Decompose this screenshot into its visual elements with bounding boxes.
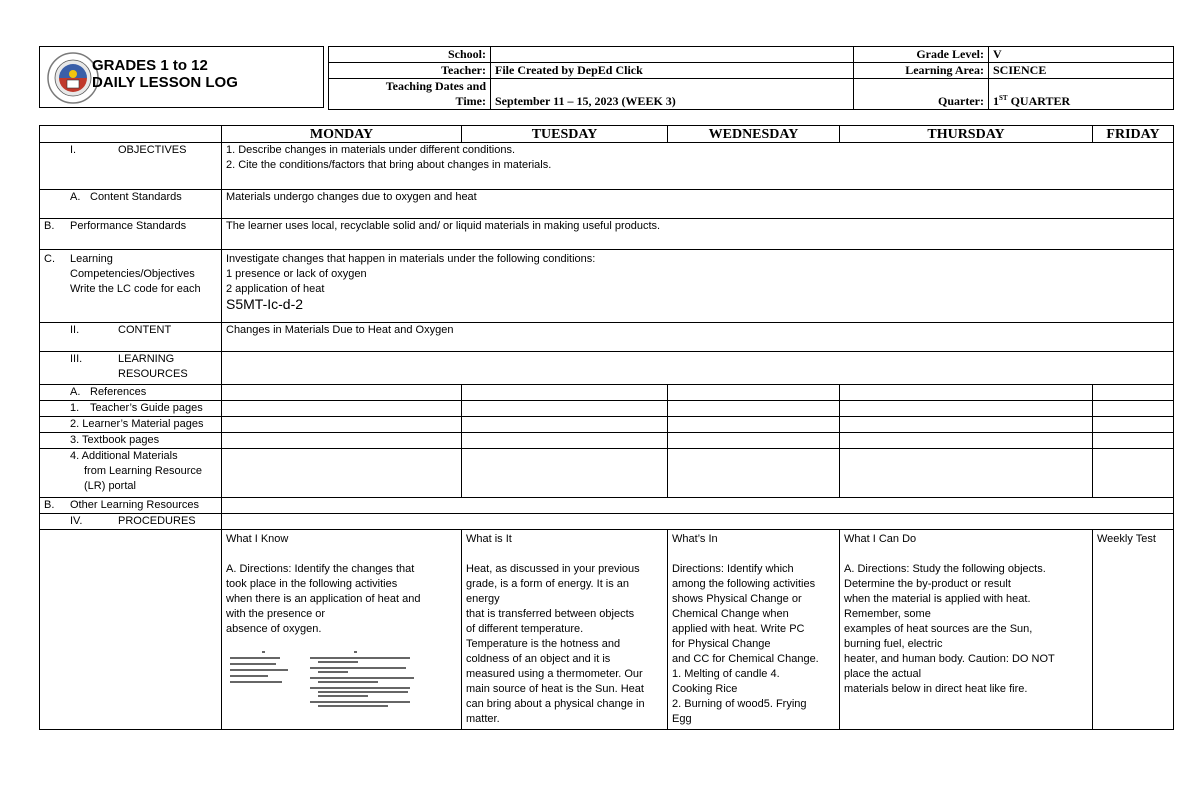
- performance-standards-label: B. Performance Standards: [40, 219, 222, 250]
- procedure-thursday: What I Can Do A. Directions: Study the following objects. Determine the by-product or result when the material is applied with heat. Remember, some examples of heat sources are the Sun, burning fuel, electric heater, and human body. Caution: DO NOT place the actual materials below in direct heat like fire.: [840, 530, 1093, 730]
- learning-area-label: Learning Area:: [854, 63, 989, 79]
- learning-resources-value: [222, 352, 1174, 385]
- competencies-value: Investigate changes that happen in materials under the following conditions: 1 presence or lack of oxygen 2 application of heat S5MT-Ic-d-2: [222, 250, 1174, 323]
- references-row: [40, 385, 1174, 401]
- other-resources-row: [40, 498, 1174, 514]
- textbook-row: [40, 433, 1174, 449]
- teaching-dates-label: Teaching Dates and Time:: [329, 79, 491, 110]
- day-thursday: THURSDAY: [840, 126, 1093, 143]
- performance-standards-row: [40, 219, 1174, 250]
- learners-material-label: 2. Learner’s Material pages: [40, 417, 222, 433]
- procedures-row: [40, 514, 1174, 530]
- day-friday: FRIDAY: [1093, 126, 1174, 143]
- procedure-wednesday-title: What’s In: [672, 533, 718, 545]
- performance-standards-value: The learner uses local, recyclable solid and/ or liquid materials in making useful products.: [222, 219, 1174, 250]
- additional-materials-label: 4. Additional Materials from Learning Resource (LR) portal: [40, 449, 222, 498]
- other-resources-label: B. Other Learning Resources: [40, 498, 222, 514]
- procedure-monday: What I Know A. Directions: Identify the changes that took place in the following activities when there is an application of heat and with the presence or absence of oxygen.: [222, 530, 462, 730]
- procedure-thursday-title: What I Can Do: [844, 533, 917, 545]
- content-standards-value: Materials undergo changes due to oxygen and heat: [222, 190, 1174, 219]
- additional-materials-row: [40, 449, 1174, 498]
- competencies-row: [40, 250, 1174, 323]
- day-tuesday: TUESDAY: [462, 126, 668, 143]
- grade-level-value: V: [989, 47, 1174, 63]
- references-label: A. References: [40, 385, 222, 401]
- title-line-2: DAILY LESSON LOG: [92, 74, 238, 91]
- procedure-friday: [1093, 530, 1174, 730]
- title-line-1: GRADES 1 to 12: [92, 57, 208, 74]
- objectives-label: I. OBJECTIVES: [40, 143, 222, 190]
- teachers-guide-row: [40, 401, 1174, 417]
- objectives-value: 1. Describe changes in materials under different conditions. 2. Cite the conditions/factors that bring about changes in materials.: [222, 143, 1174, 190]
- procedures-content-row: [40, 530, 1174, 730]
- competencies-label: C. Learning Competencies/Objectives Write the LC code for each: [40, 250, 222, 323]
- teachers-guide-label: 1. Teacher’s Guide pages: [40, 401, 222, 417]
- procedure-monday-title: What I Know: [226, 533, 289, 545]
- content-row: [40, 323, 1174, 352]
- learners-material-row: [40, 417, 1174, 433]
- day-wednesday: WEDNESDAY: [668, 126, 840, 143]
- header-info-table: [328, 46, 1174, 110]
- objectives-row: [40, 143, 1174, 190]
- teacher-value: File Created by DepEd Click: [491, 63, 854, 79]
- procedures-label: IV. PROCEDURES: [40, 514, 222, 530]
- content-label: II. CONTENT: [40, 323, 222, 352]
- content-standards-label: A. Content Standards: [40, 190, 222, 219]
- learning-resources-row: [40, 352, 1174, 385]
- day-header-row: [40, 126, 1174, 143]
- procedure-wednesday: What’s In Directions: Identify which among the following activities shows Physical Change or Chemical Change when applied with heat. Write PC for Physical Change and CC for Chemical Change. 1. Melting of candle 4. Cooking Rice 2. Burning of wood5. Frying Egg: [668, 530, 840, 730]
- procedure-tuesday: What is It Heat, as discussed in your previous grade, is a form of energy. It is an energy that is transferred between objects of different temperature. Temperature is the hotness and coldness of an object and it is measured using a thermometer. Our main source of heat is the Sun. Heat can bring about a physical change in matter.: [462, 530, 668, 730]
- procedure-tuesday-title: What is It: [466, 533, 512, 545]
- grade-level-label: Grade Level:: [854, 47, 989, 63]
- learning-resources-label: III. LEARNING RESOURCES: [40, 352, 222, 385]
- matching-table-thumbnail-icon: [226, 649, 426, 719]
- teacher-label: Teacher:: [329, 63, 491, 79]
- header-title-box: [39, 46, 324, 108]
- day-monday: MONDAY: [222, 126, 462, 143]
- page-title: [92, 57, 238, 91]
- school-value: [491, 47, 854, 63]
- lesson-log-table: [39, 125, 1174, 730]
- teaching-dates-value: September 11 – 15, 2023 (WEEK 3): [491, 79, 854, 110]
- quarter-value: 1ST QUARTER: [989, 79, 1174, 110]
- lc-code: S5MT-Ic-d-2: [226, 296, 304, 312]
- blank-header-cell: [40, 126, 222, 143]
- quarter-label: Quarter:: [854, 79, 989, 110]
- content-standards-row: [40, 190, 1174, 219]
- school-label: School:: [329, 47, 491, 63]
- textbook-label: 3. Textbook pages: [40, 433, 222, 449]
- content-value: Changes in Materials Due to Heat and Oxygen: [222, 323, 1174, 352]
- learning-area-value: SCIENCE: [989, 63, 1174, 79]
- procedure-friday-title: Weekly Test: [1097, 533, 1156, 545]
